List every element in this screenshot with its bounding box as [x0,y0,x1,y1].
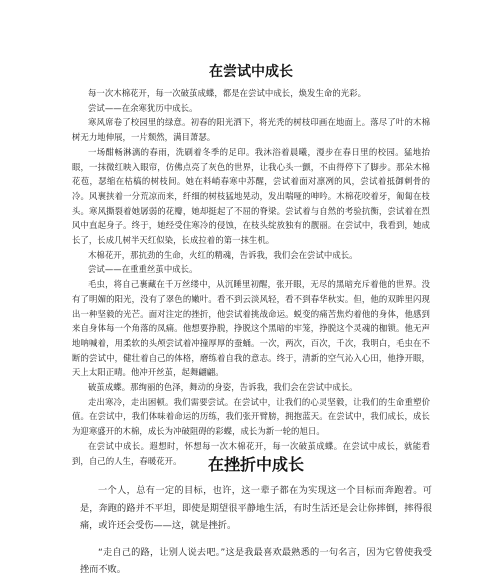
article-title: 在尝试中成长 [209,64,293,80]
paragraph: 寒风席卷了校园里的绿意。初春的阳光洒下，将光秃的树枝印画在地面上。落尽了叶的木棉树无力地伸展，一片颓然，满目萧瑟。 [72,117,430,143]
article-body [80,482,432,579]
paragraph: 毛虫，将自己裹藏在千万丝缕中，从沉睡里初醒，张开眼，无尽的黑暗充斥着他的世界。没有了明媚的阳光，没有了翠色的嫩叶。看不到云淡风轻，看不到春华秋实。但，他的双眸里闪现出一种坚毅的光芒。面对注定的挫折，他尝试着挑战命运。蜕变的痛苦焦灼着他的身体，他感到来自身体每一个角落的凤痛。他想要挣脱，挣脱这个黑暗的牢笼，挣脱这个灵魂的枷锁。他无声地呐喊着，用柔软的头颅尝试着冲撞厚厚的蚕蛹。一次，两次，百次，千次，我明白，毛虫在不断的尝试中，健壮着自己的体格，磨练着自我的意志。终于，清新的空气沁入心田，他挣开眼，天上太阳正晴。他冲开丝茧，起舞翩翩。 [72,279,430,378]
paragraph: 破茧成蝶。那绚丽的色泽，舞动的身姿，告诉我，我们会在尝试中成长。 [88,382,358,393]
article-title: 在挫折中成长 [207,455,304,474]
paragraph: 尝试——在余寒犹历中成长。 [88,102,198,113]
paragraph: 每一次木棉花开，每一次破茧成蝶，都是在尝试中成长，焕发生命的光彩。 [88,88,367,98]
paragraph: 在尝试中成长。遐想时，怀想每一次木棉花开，每一次破茧成蝶。在尝试中成长，就能看到，自己的人生，春暖花开。 [72,440,430,466]
article-setbacks [80,454,432,588]
paragraph: 尝试——在重重丝茧中成长。 [88,264,198,275]
article-trying [72,62,430,468]
paragraph: 走出寒冷，走出困顿。我们需要尝试。在尝试中，让我们的心灵坚毅，让我们的生命重塑价值。在尝试中，我们体味着命运的历练，我们张开臂膀，拥抱蓝天。在尝试中，我们成长，成长为迎寒盛开的木棉，成长为冲破阻碍的彩蝶，成长为新一轮的旭日。 [72,396,430,437]
paragraph: 一个人，总有一定的目标，也许，这一辈子都在为实现这一个目标而奔跑着。可是，奔跑的路并不平坦，即使是期望很平静地生活，有时生活还是会让你摔倒，摔得很痛，或许还会受伤——这，就是挫折。 [80,485,432,531]
article-body [72,86,430,468]
paragraph: “走自己的路，让别人说去吧。”这是我最喜欢最熟悉的一句名言，因为它曾使我受挫而不败。 [80,546,432,575]
paragraph: 木棉花开，那抗劲的生命，火红的精魂，告诉我，我们会在尝试中成长。 [88,249,358,260]
paragraph: 一场酣畅淋漓的春雨，洗刷着冬季的足印。我沐浴着晨曦，漫步在春日里的校园。猛地抬眼，一抹微红映入眼帘，仿佛点亮了灰色的世界，让我心头一颤，不由得停下了脚步。那朵木棉花苞，瑟缩在枯槁的树枝间。她在料峭春寒中苏醒，尝试着面对凛冽的风，尝试着抵御刺骨的冷。风裹挟着一分荒凉而来，纤细的树枝猛地晃动，发出喘哑的呻吟。木棉花咬着牙，匍匐在枝头。寒风撕裂着她孱弱的花瓣，她却挺起了不屈的脊梁。尝试着与自然的考验抗衡，尝试着在烈风中直起身子。终于，她经受住寒冷的侵蚀，在枝头绽放独有的靓丽。在尝试中，我看到，她成长了，长成几树半天红似染，长成拉着的第一抹生机。 [72,146,430,246]
